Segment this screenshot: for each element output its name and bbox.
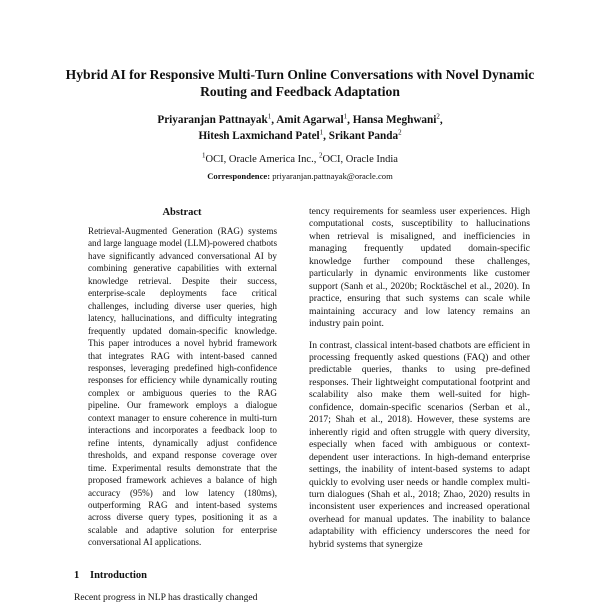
correspondence-email: priyaranjan.pattnayak@oracle.com bbox=[272, 171, 393, 181]
section-title: Introduction bbox=[90, 570, 147, 581]
right-column bbox=[309, 206, 530, 551]
correspondence bbox=[60, 171, 540, 182]
body-paragraph: In contrast, classical intent-based chatbots are efficient in processing frequently asked questions (FAQ) and other predictable queries, thanks to using pre-defined responses. Their lightweight computational footprint and scalability also make them well-suited for high-confidence, domain-specific scenarios (Serban et al., 2017; Shah et al., 2018). However, these systems are inherently rigid and often struggle with query diversity, especially when faced with ambiguous or context-dependent user interactions. In high-demand enterprise settings, the inability of intent-based systems to adapt quickly to evolving user needs or handle complex multi-turn dialogues (Shah et al., 2018; Zhao, 2020) results in inconsistent user experiences and increased operational overhead for manual updates. The inability to balance adaptability with efficiency underscores the need for hybrid systems that synergize bbox=[309, 339, 530, 550]
author-list: Priyaranjan Pattnayak$^1$, Amit Agarwal$^1$, Hansa Meghwani$^2$, Hitesh Laxmichand Patel$^1$, Srikant Panda$^2$ bbox=[157, 112, 443, 142]
paper-title: Hybrid AI for Responsive Multi-Turn Online Conversations with Novel Dynamic Routing and Feedback Adaptation bbox=[65, 67, 535, 99]
author-affiliation-mark: 2 bbox=[436, 112, 440, 121]
section-heading-introduction bbox=[74, 570, 290, 581]
section-number: 1 bbox=[74, 570, 80, 581]
affiliation-text: OCI, Oracle India bbox=[322, 154, 398, 165]
affiliation-mark: 1 bbox=[202, 151, 206, 160]
author-name: Srikant Panda bbox=[328, 130, 399, 142]
author-affiliation-mark: 1 bbox=[319, 128, 324, 137]
introduction-text: Recent progress in NLP has drastically changed bbox=[74, 592, 258, 603]
correspondence-label: Correspondence: bbox=[207, 171, 271, 181]
author-affiliation-mark: 2 bbox=[398, 128, 402, 137]
affiliation-mark: 2 bbox=[318, 151, 323, 160]
author-name: Hansa Meghwani bbox=[352, 114, 437, 126]
author-name: Hitesh Laxmichand Patel bbox=[198, 130, 320, 142]
abstract-heading: Abstract bbox=[162, 207, 202, 218]
author-affiliation-mark: 1 bbox=[267, 112, 272, 121]
author-name: Priyaranjan Pattnayak bbox=[157, 114, 268, 126]
author-affiliation-mark: 1 bbox=[343, 112, 348, 121]
author-name: Amit Agarwal bbox=[276, 114, 344, 126]
affiliation-text: OCI, Oracle America Inc., bbox=[205, 154, 319, 165]
abstract-text: Retrieval-Augmented Generation (RAG) systems and large language model (LLM)-powered chatbots have significantly advanced conversational AI by combining generative capabilities with external knowledge retrieval. Despite their success, enterprise-scale deployments face critical challenges, including diverse user queries, high latency, hallucinations, and difficulty integrating frequently updated domain-specific knowledge. This paper introduces a novel hybrid framework that integrates RAG with intent-based canned responses, leveraging predefined high-confidence responses for efficiency while dynamically routing complex or ambiguous queries to the RAG pipeline. Our framework employs a dialogue context manager to ensure coherence in multi-turn interactions and incorporates a feedback loop to refine intents, dynamically adjust confidence thresholds, and expand response coverage over time. Experimental results demonstrate that the proposed framework achieves a balance of high accuracy (95%) and low latency (180ms), outperforming RAG and intent-based systems across diverse query types, positioning it as a scalable and adaptive solution for enterprise conversational AI applications. bbox=[88, 226, 277, 548]
body-paragraph: tency requirements for seamless user experiences. High computational costs, susceptibility to hallucinations when retrieval is misaligned, and inefficiencies in managing frequently updated domain-specific knowledge further compound these challenges, particularly in dynamic environments like customer support (Sanh et al., 2020b; Rocktäschel et al., 2020). In practice, ensuring that such systems can scale while maintaining accuracy and low latency remains an industry pain point. bbox=[309, 206, 530, 330]
affiliations bbox=[60, 153, 540, 166]
